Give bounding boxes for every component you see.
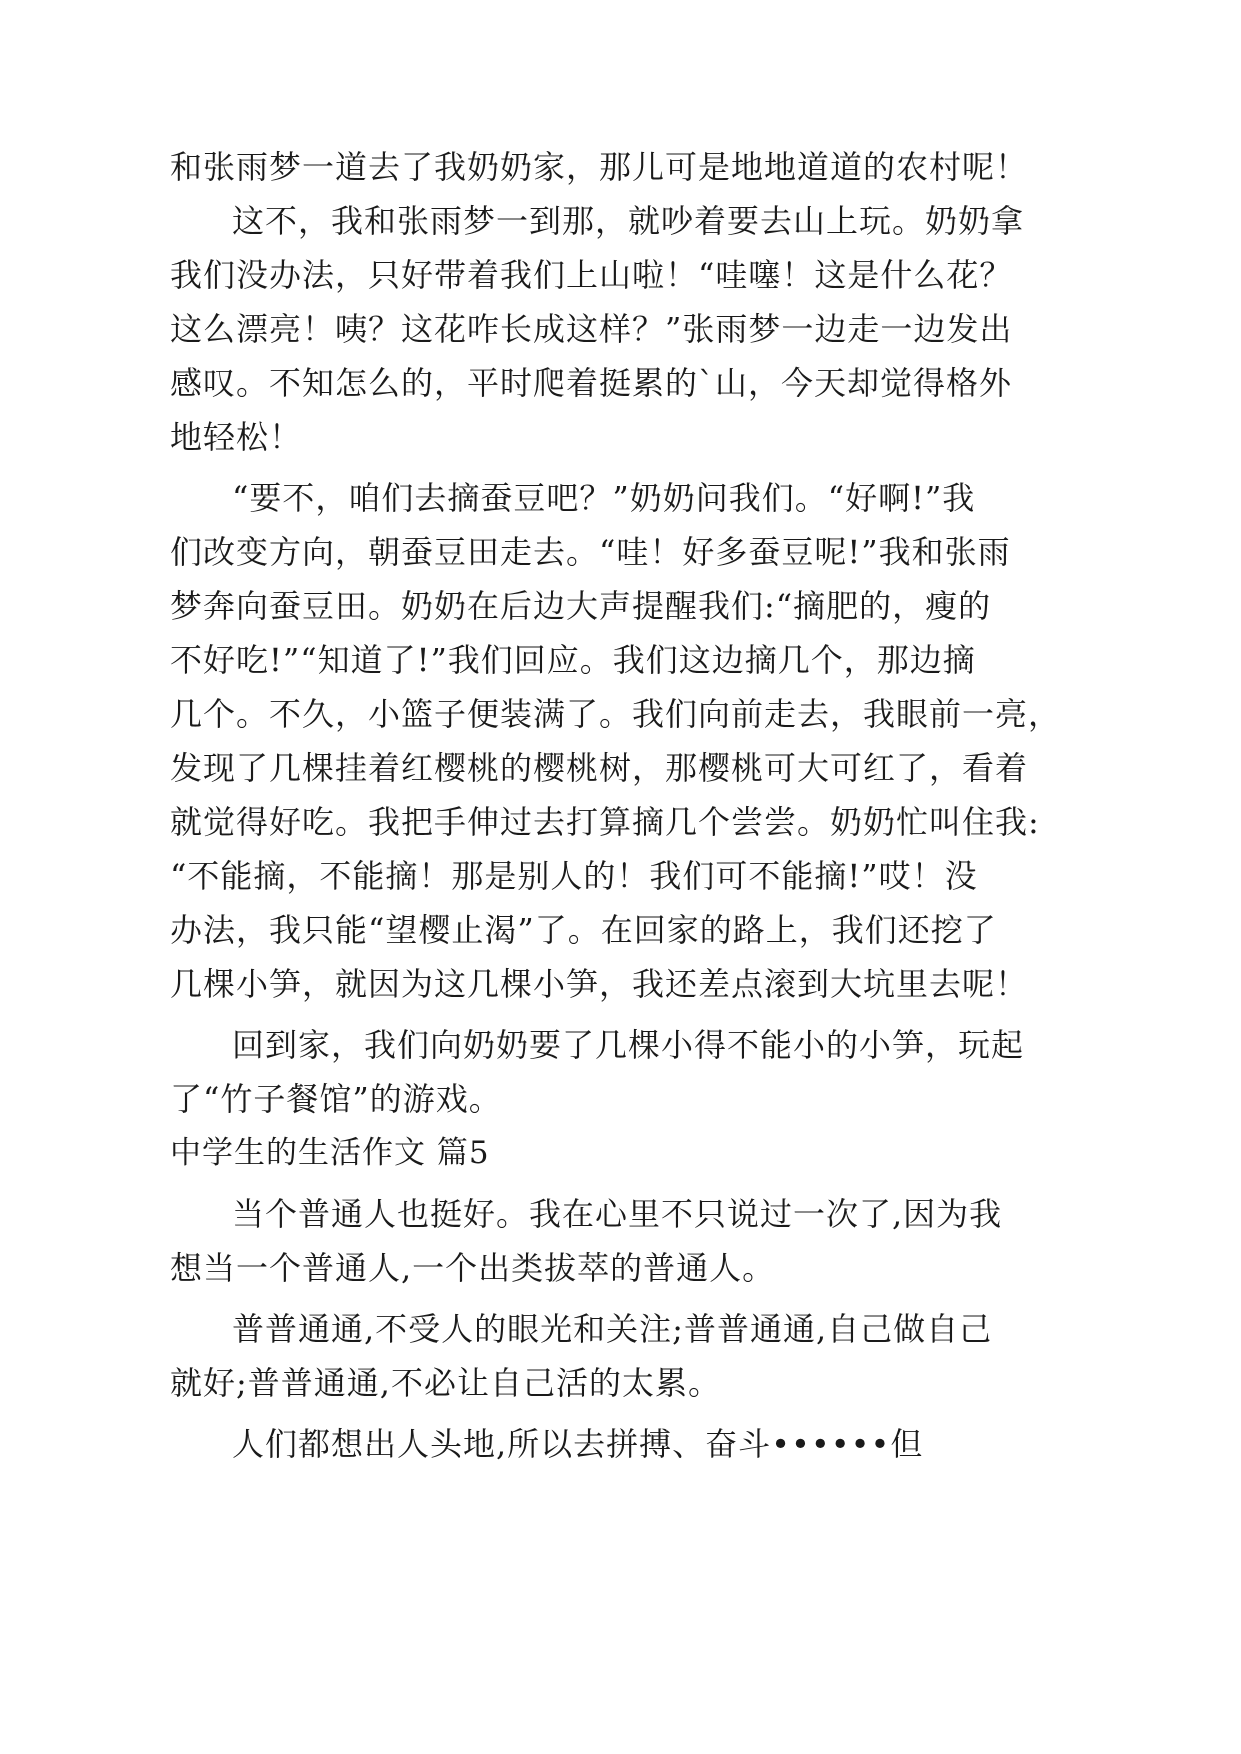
text-line <box>0 1414 1241 1474</box>
line-text: “不能摘，不能摘！那是别人的！我们可不能摘!”哎！没 <box>170 857 978 895</box>
text-line <box>0 738 1241 798</box>
text-line <box>0 846 1241 906</box>
text-line <box>0 1069 1241 1129</box>
line-text: 不好吃!”“知道了!”我们回应。我们这边摘几个，那边摘 <box>170 641 976 679</box>
line-text: 地轻松！ <box>170 418 303 456</box>
line-text: 就觉得好吃。我把手伸过去打算摘几个尝尝。奶奶忙叫住我: <box>170 803 1040 841</box>
line-text: 普普通通,不受人的眼光和关注;普普通通,自己做自己 <box>232 1310 993 1348</box>
line-text: 和张雨梦一道去了我奶奶家，那儿可是地地道道的农村呢！ <box>170 148 1029 186</box>
line-text: 梦奔向蚕豆田。奶奶在后边大声提醒我们:“摘肥的，瘦的 <box>170 587 992 625</box>
text-line <box>0 684 1241 744</box>
text-line <box>0 353 1241 413</box>
text-line <box>0 1015 1241 1075</box>
line-text: 当个普通人也挺好。我在心里不只说过一次了,因为我 <box>232 1195 1003 1233</box>
line-text: 这不，我和张雨梦一到那，就吵着要去山上玩。奶奶拿 <box>232 202 1025 240</box>
line-text: 了“竹子餐馆”的游戏。 <box>170 1080 502 1118</box>
text-line <box>0 468 1241 528</box>
text-line <box>0 245 1241 305</box>
line-text: 这么漂亮！咦？这花咋长成这样？”张雨梦一边走一边发出 <box>170 310 1013 348</box>
line-text: 回到家，我们向奶奶要了几棵小得不能小的小笋，玩起 <box>232 1026 1025 1064</box>
line-text: 就好;普普通通,不必让自己活的太累。 <box>170 1364 721 1402</box>
line-text: 人们都想出人头地,所以去拼搏、奋斗••••••但 <box>232 1425 924 1463</box>
line-text: 们改变方向，朝蚕豆田走去。“哇！好多蚕豆呢!”我和张雨 <box>170 533 1011 571</box>
heading-text: 中学生的生活作文 篇5 <box>170 1135 490 1171</box>
text-line <box>0 792 1241 852</box>
line-text: 办法，我只能“望樱止渴”了。在回家的路上，我们还挖了 <box>170 911 997 949</box>
text-line <box>0 191 1241 251</box>
text-line <box>0 576 1241 636</box>
line-text: 感叹。不知怎么的，平时爬着挺累的`山，今天却觉得格外 <box>170 364 1013 402</box>
text-line <box>0 954 1241 1014</box>
text-line <box>0 630 1241 690</box>
text-line <box>0 522 1241 582</box>
text-line <box>0 900 1241 960</box>
line-text: 发现了几棵挂着红樱桃的樱桃树，那樱桃可大可红了，看着 <box>170 749 1029 787</box>
text-line <box>0 1184 1241 1244</box>
text-line <box>0 137 1241 197</box>
text-line <box>0 299 1241 359</box>
text-line <box>0 1353 1241 1413</box>
text-line <box>0 1238 1241 1298</box>
line-text: 几个。不久，小篮子便装满了。我们向前走去，我眼前一亮， <box>170 695 1062 733</box>
text-line <box>0 1299 1241 1359</box>
text-line <box>0 407 1241 467</box>
line-text: 我们没办法，只好带着我们上山啦！“哇噻！这是什么花？ <box>170 256 1013 294</box>
line-text: 几棵小笋，就因为这几棵小笋，我还差点滚到大坑里去呢！ <box>170 965 1029 1003</box>
section-heading <box>0 1123 1241 1183</box>
line-text: “要不，咱们去摘蚕豆吧？”奶奶问我们。“好啊!”我 <box>232 479 976 517</box>
line-text: 想当一个普通人,一个出类拔萃的普通人。 <box>170 1249 776 1287</box>
